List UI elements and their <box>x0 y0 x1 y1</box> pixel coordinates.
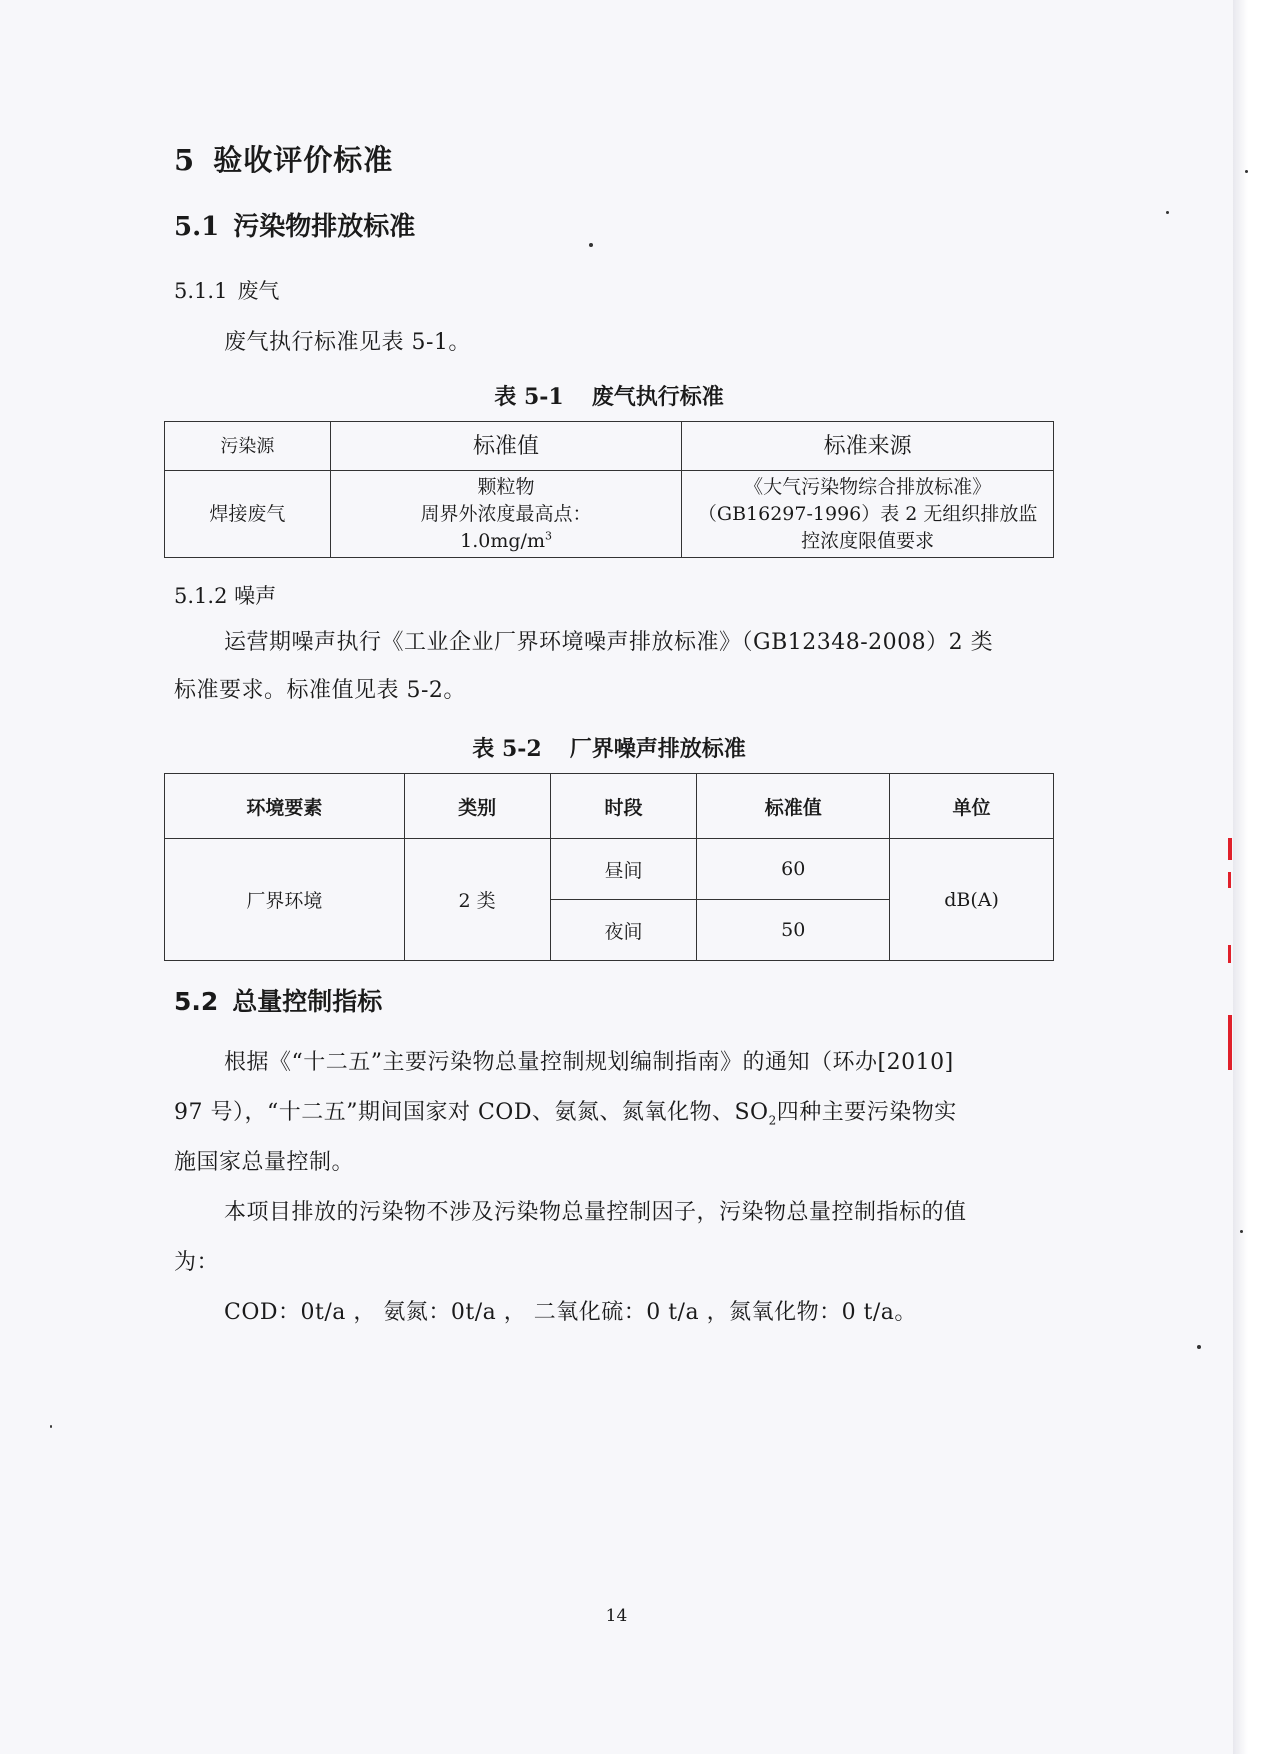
red-stamp-edge <box>1228 838 1232 860</box>
paragraph-total-control-line3: 施国家总量控制。 <box>174 1150 355 1175</box>
section-number: 5.1.1 <box>174 279 228 303</box>
section-number: 5.1 <box>174 212 220 242</box>
caption-title: 厂界噪声排放标准 <box>569 736 746 762</box>
section-heading-5-1-2: 5.1.2 噪声 <box>174 584 277 608</box>
page-number: 14 <box>605 1606 628 1626</box>
paragraph-waste-gas-intro: 废气执行标准见表 5-1。 <box>224 330 471 355</box>
scan-speck <box>1166 211 1169 214</box>
paragraph-noise-line1: 运营期噪声执行《工业企业厂界环境噪声排放标准》（GB12348-2008）2 类 <box>224 630 994 655</box>
section-heading-5-1-1 <box>174 275 279 305</box>
scan-edge <box>1233 0 1275 1754</box>
caption-title: 废气执行标准 <box>591 384 724 410</box>
paragraph-total-control-line2 <box>174 1090 957 1136</box>
cell-value: 50 <box>697 900 890 961</box>
table-caption-5-1 <box>164 380 1054 411</box>
value-line: 周界外浓度最高点： <box>420 502 592 525</box>
header-cell: 环境要素 <box>165 774 405 839</box>
scan-speck <box>1240 1230 1243 1233</box>
red-stamp-edge <box>1228 945 1231 963</box>
table-caption-5-2 <box>164 732 1054 763</box>
section-title: 污染物排放标准 <box>233 212 416 242</box>
paragraph-project-line1: 本项目排放的污染物不涉及污染物总量控制因子，污染物总量控制指标的值 <box>224 1200 967 1225</box>
table-waste-gas-standard <box>164 421 1054 558</box>
header-cell: 标准值 <box>330 422 682 471</box>
header-cell: 标准值 <box>697 774 890 839</box>
source-line: 控浓度限值要求 <box>801 529 935 552</box>
section-heading-5 <box>174 138 393 179</box>
cell-value: 60 <box>697 839 890 900</box>
table-row <box>165 471 1054 558</box>
section-title: 验收评价标准 <box>213 143 394 177</box>
red-stamp-edge <box>1228 872 1231 888</box>
cell-period: 夜间 <box>550 900 697 961</box>
paragraph-total-control-line1: 根据《“十二五”主要污染物总量控制规划编制指南》的通知（环办[2010] <box>224 1050 954 1075</box>
source-line: 《大气污染物综合排放标准》 <box>744 475 992 498</box>
section-title: 废气 <box>237 279 280 303</box>
paragraph-project-line2: 为： <box>174 1250 220 1275</box>
table-header-row <box>165 774 1054 839</box>
scan-speck <box>1197 1345 1201 1349</box>
header-cell: 污染源 <box>165 422 331 471</box>
scan-speck <box>589 243 593 247</box>
cell-period: 昼间 <box>550 839 697 900</box>
header-cell: 单位 <box>890 774 1054 839</box>
text-fragment: 97 号），“十二五”期间国家对 COD、氨氮、氮氧化物、SO <box>174 1100 769 1125</box>
value-number: 1.0mg/m <box>460 529 545 552</box>
subscript: 2 <box>768 1113 777 1128</box>
section-number: 5.2 <box>174 987 219 1016</box>
header-cell: 时段 <box>550 774 697 839</box>
table-row <box>165 839 1054 900</box>
table-noise-standard <box>164 773 1054 961</box>
paragraph-emission-values: COD：0t/a ， 氨氮：0t/a ， 二氧化硫：0 t/a ，氮氧化物：0 t/a。 <box>224 1300 917 1325</box>
section-heading-5-1 <box>174 206 415 243</box>
cell-source: 焊接废气 <box>165 471 331 558</box>
value-superscript: 3 <box>544 529 552 543</box>
scan-speck <box>50 1425 52 1428</box>
header-cell: 类别 <box>404 774 550 839</box>
scan-speck <box>1245 170 1248 173</box>
cell-element: 厂界环境 <box>165 839 405 961</box>
caption-number: 表 5-2 <box>472 736 542 762</box>
cell-unit: dB(A) <box>890 839 1054 961</box>
section-title: 总量控制指标 <box>232 987 383 1016</box>
value-line <box>331 528 682 555</box>
table-header-row <box>165 422 1054 471</box>
section-number: 5 <box>174 143 196 177</box>
paragraph-noise-line2: 标准要求。标准值见表 5-2。 <box>174 678 466 703</box>
cell-standard-value <box>330 471 682 558</box>
section-heading-5-2 <box>174 982 382 1018</box>
header-cell: 标准来源 <box>682 422 1054 471</box>
source-line: （GB16297-1996）表 2 无组织排放监 <box>697 502 1038 525</box>
caption-number: 表 5-1 <box>494 384 564 410</box>
cell-standard-source <box>682 471 1054 558</box>
value-line: 颗粒物 <box>477 475 535 498</box>
red-stamp-edge <box>1228 1015 1232 1070</box>
cell-category: 2 类 <box>404 839 550 961</box>
text-fragment: 四种主要污染物实 <box>776 1100 957 1125</box>
